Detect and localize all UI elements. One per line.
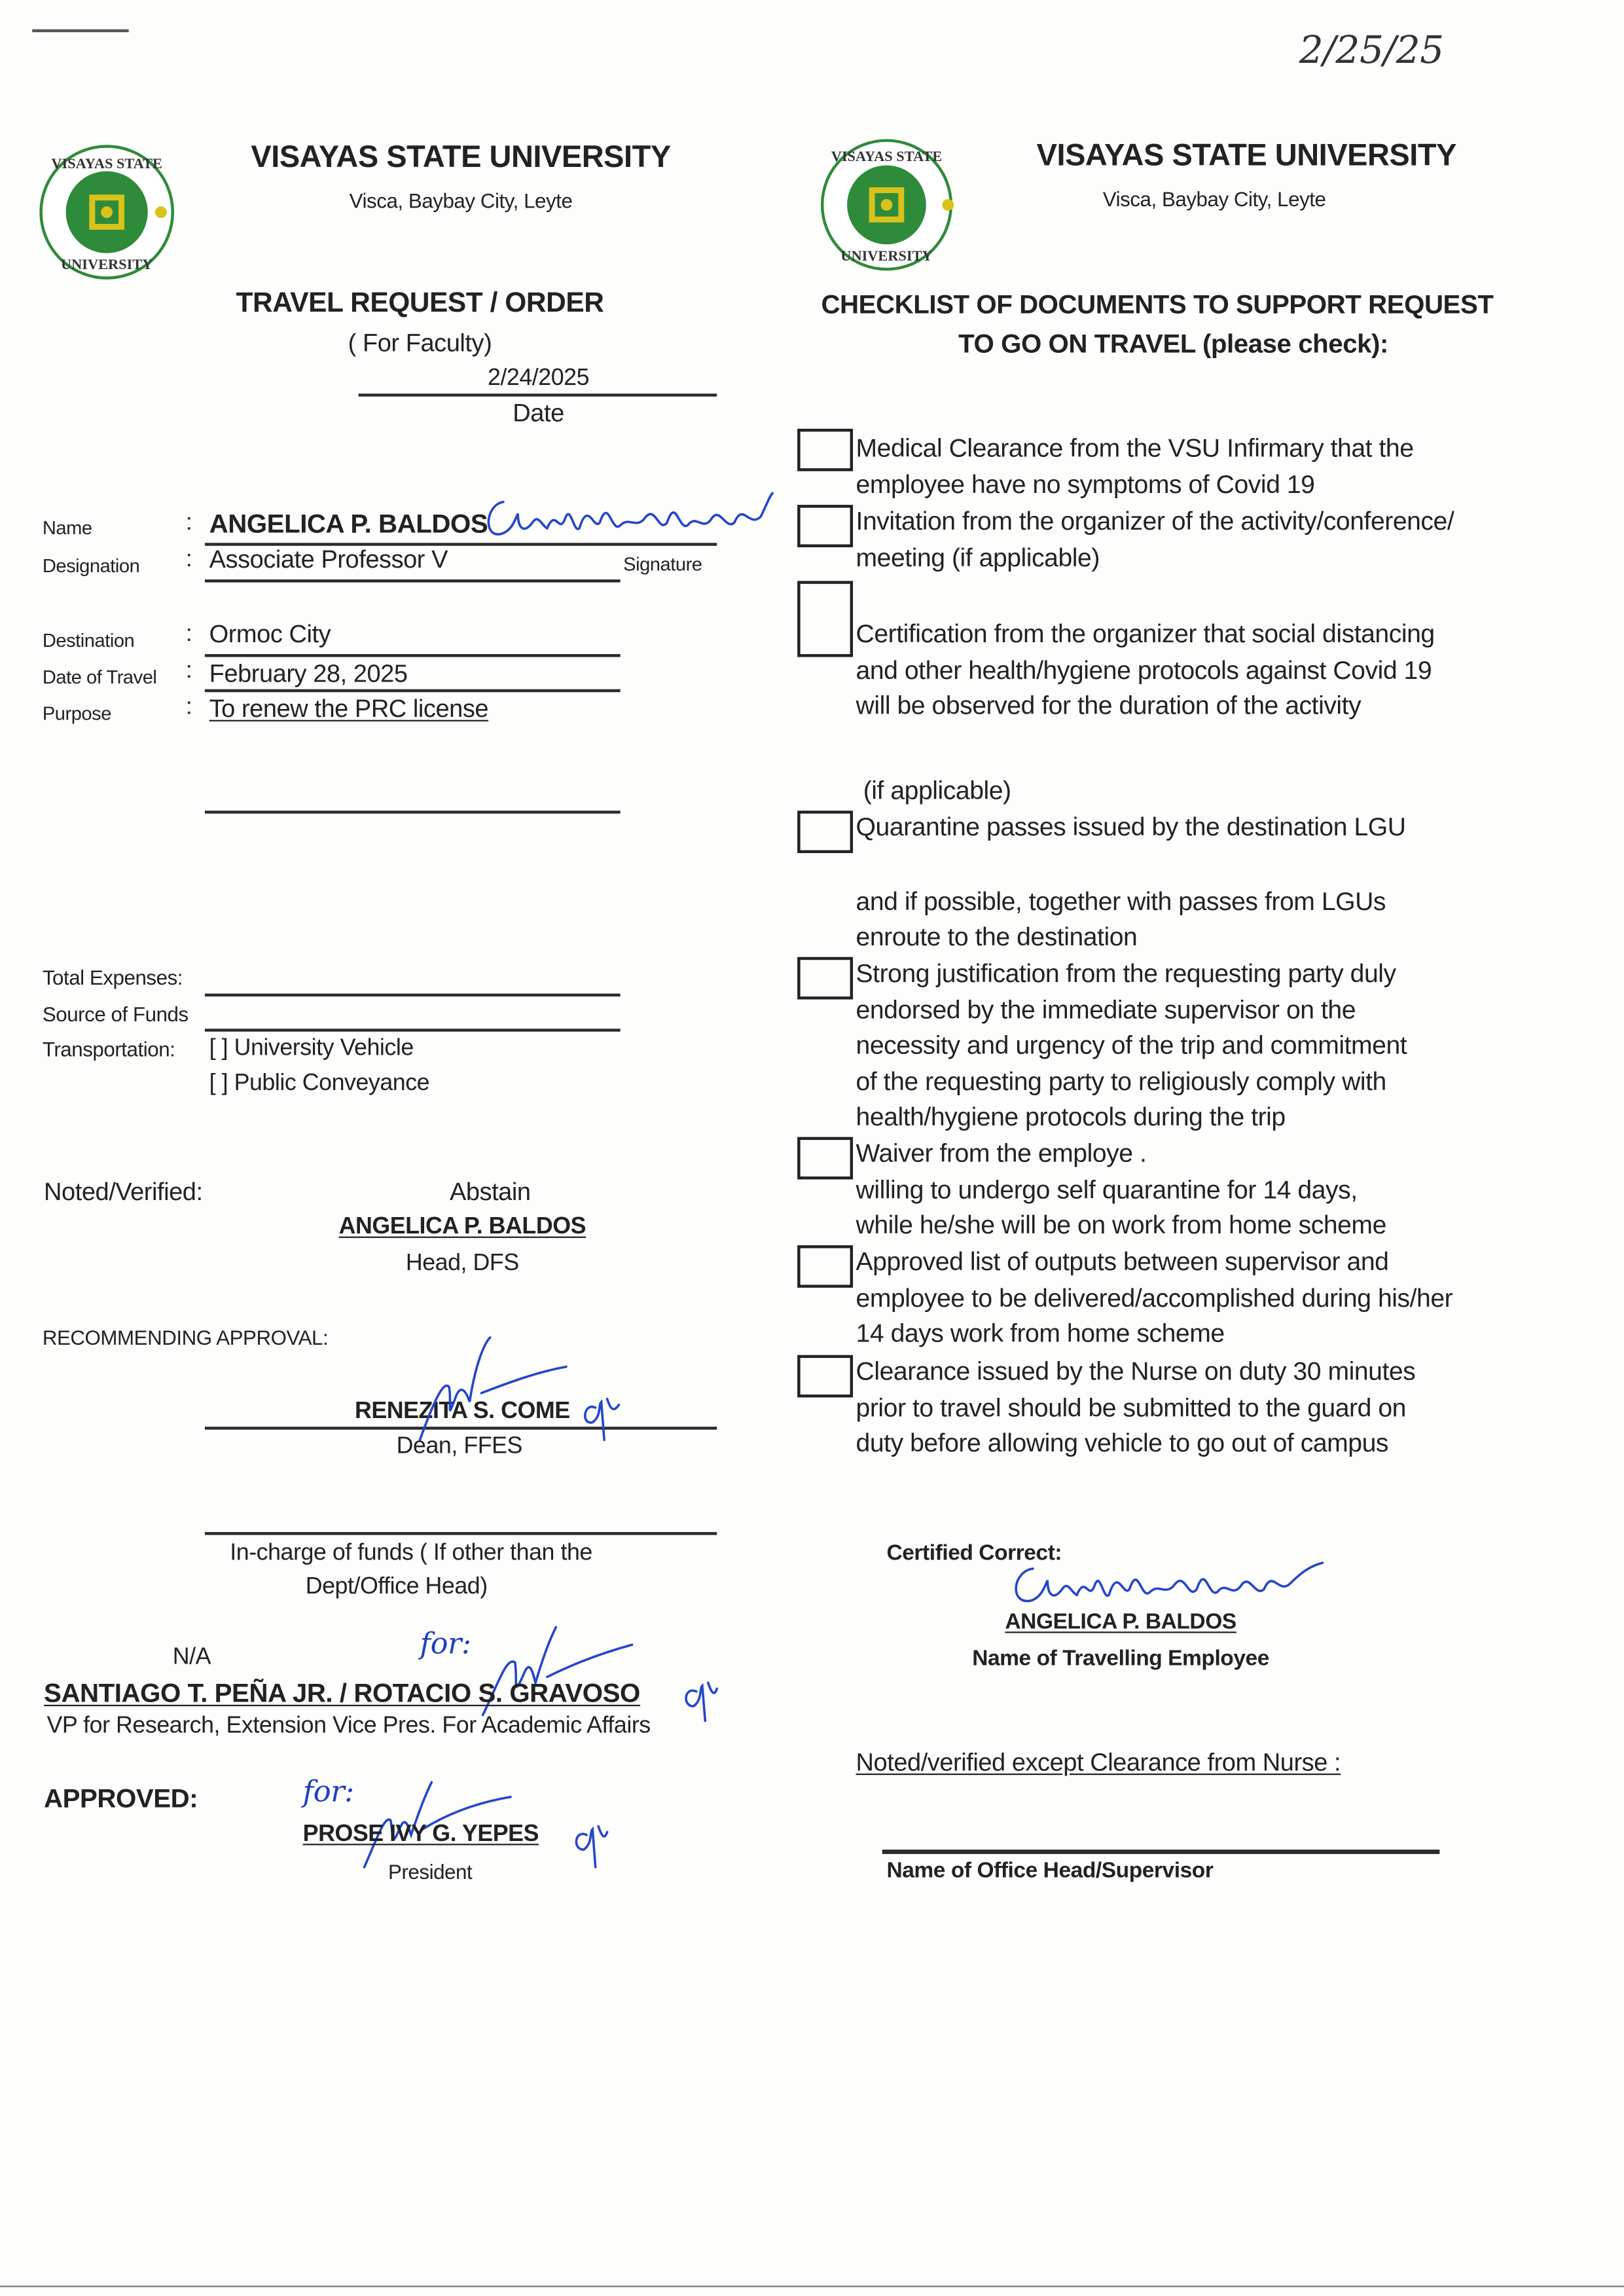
source-of-funds-label: Source of Funds xyxy=(42,1002,189,1026)
checklist-title-1: CHECKLIST OF DOCUMENTS TO SUPPORT REQUEST xyxy=(821,289,1494,319)
checklist-item-text: Medical Clearance from the VSU Infirmary that the xyxy=(856,433,1414,463)
checklist-item-text: Waiver from the employe . xyxy=(856,1138,1147,1168)
svg-text:VISAYAS STATE: VISAYAS STATE xyxy=(51,155,162,172)
designation-value: Associate Professor V xyxy=(209,545,448,574)
in-charge-caption-1: In-charge of funds ( If other than the xyxy=(230,1540,592,1566)
destination-value: Ormoc City xyxy=(209,620,331,649)
checklist-item-text: willing to undergo self quarantine for 14 days, xyxy=(856,1174,1358,1204)
designation-line xyxy=(205,579,621,582)
certified-name: ANGELICA P. BALDOS xyxy=(1005,1609,1236,1635)
checklist-item-text: Strong justification from the requesting party duly xyxy=(856,958,1396,988)
noted-except-label: Noted/verified except Clearance from Nurse : xyxy=(856,1748,1341,1777)
checklist-item-text: of the requesting party to religiously comply with xyxy=(856,1066,1386,1096)
checklist-item-text: endorsed by the immediate supervisor on the xyxy=(856,994,1356,1024)
checklist-item-note: (if applicable) xyxy=(863,775,1011,805)
handwritten-date: 2/25/25 xyxy=(1299,29,1444,73)
svg-text:UNIVERSITY: UNIVERSITY xyxy=(61,256,153,273)
colon: : xyxy=(185,658,192,683)
date-label: Date xyxy=(513,399,564,428)
designation-label: Designation xyxy=(42,555,140,577)
checklist-item-text: Approved list of outputs between supervisor and xyxy=(856,1247,1389,1277)
destination-line xyxy=(205,654,621,657)
checklist-item-text: and other health/hygiene protocols against Covid 19 xyxy=(856,655,1432,685)
checklist-item-text: employee have no symptoms of Covid 19 xyxy=(856,469,1315,499)
office-head-caption: Name of Office Head/Supervisor xyxy=(886,1858,1214,1884)
date-value: 2/24/2025 xyxy=(487,365,590,391)
date-of-travel-label: Date of Travel xyxy=(42,665,157,688)
purpose-extra-line xyxy=(205,811,621,813)
university-name-right: VISAYAS STATE UNIVERSITY xyxy=(1036,139,1456,173)
checklist-item-text: necessity and urgency of the trip and commitment xyxy=(856,1030,1407,1060)
date-of-travel-value: February 28, 2025 xyxy=(209,660,408,688)
recommending-approval-label: RECOMMENDING APPROVAL: xyxy=(42,1326,329,1349)
checklist-item-text: health/hygiene protocols during the trip xyxy=(856,1102,1286,1132)
purpose-value: To renew the PRC license xyxy=(209,695,489,723)
signature-certified xyxy=(1009,1560,1331,1613)
certified-correct-label: Certified Correct: xyxy=(886,1540,1062,1566)
checkbox[interactable] xyxy=(797,429,853,471)
form-title: TRAVEL REQUEST / ORDER xyxy=(236,288,604,319)
checkbox[interactable] xyxy=(797,1355,853,1398)
recommending-name: RENEZITA S. COME xyxy=(354,1398,570,1424)
approved-label: APPROVED: xyxy=(44,1783,198,1813)
checkbox[interactable] xyxy=(797,1137,853,1180)
in-charge-line xyxy=(205,1532,717,1535)
signature-label: Signature xyxy=(623,553,702,575)
form-subtitle: ( For Faculty) xyxy=(348,329,492,357)
approved-for-handwritten: for: xyxy=(302,1773,354,1809)
certified-caption: Name of Travelling Employee xyxy=(972,1646,1269,1671)
name-label: Name xyxy=(42,516,92,539)
vp-research-na: N/A xyxy=(172,1645,211,1670)
checkbox[interactable] xyxy=(797,581,853,657)
checkbox[interactable] xyxy=(797,1245,853,1288)
checklist-item-text: 14 days work from home scheme xyxy=(856,1319,1225,1348)
total-expenses-line xyxy=(205,994,621,996)
checklist-item-text: will be observed for the duration of the activity xyxy=(856,691,1362,721)
signature-applicant xyxy=(483,490,776,549)
date-of-travel-line xyxy=(205,689,621,692)
bottom-edge-line xyxy=(0,2286,1624,2287)
date-line xyxy=(359,393,717,396)
checklist-item-text: enroute to the destination xyxy=(856,920,1138,951)
checklist-title-2: TO GO ON TRAVEL (please check): xyxy=(958,329,1388,359)
option-public-conveyance[interactable]: [ ] Public Conveyance xyxy=(209,1071,430,1097)
checklist-item-text: Clearance issued by the Nurse on duty 30 minutes xyxy=(856,1356,1416,1386)
checklist-item-text: and if possible, together with passes from LGUs xyxy=(856,886,1386,917)
checklist-item-text: prior to travel should be submitted to the guard on xyxy=(856,1392,1406,1422)
svg-text:UNIVERSITY: UNIVERSITY xyxy=(840,247,933,264)
checkbox[interactable] xyxy=(797,957,853,1000)
in-charge-caption-2: Dept/Office Head) xyxy=(305,1574,488,1599)
colon: : xyxy=(185,695,192,720)
checklist-item-text: Quarantine passes issued by the destination LGU xyxy=(856,812,1406,842)
university-address-right: Visca, Baybay City, Leyte xyxy=(1102,187,1326,211)
office-head-line xyxy=(882,1850,1440,1854)
checklist-item-text: duty before allowing vehicle to go out of campus xyxy=(856,1428,1389,1458)
checklist-item-text: Certification from the organizer that social distancing xyxy=(856,619,1435,649)
noted-position: Head, DFS xyxy=(405,1251,519,1277)
total-expenses-label: Total Expenses: xyxy=(42,966,183,989)
source-of-funds-line xyxy=(205,1029,621,1031)
approved-name: PROSE IVY G. YEPES xyxy=(302,1821,539,1847)
university-address-left: Visca, Baybay City, Leyte xyxy=(349,189,573,213)
vp-positions: VP for Research, Extension Vice Pres. For Academic Affairs xyxy=(46,1713,651,1739)
scratch-mark xyxy=(32,29,129,31)
university-seal-logo-left xyxy=(38,143,175,281)
name-value: ANGELICA P. BALDOS xyxy=(209,509,488,539)
checklist-item-text: employee to be delivered/accomplished during his/her xyxy=(856,1283,1453,1312)
signature-dean xyxy=(417,1334,636,1444)
purpose-label: Purpose xyxy=(42,702,111,725)
colon: : xyxy=(185,621,192,647)
checklist-item-text: meeting (if applicable) xyxy=(856,542,1100,572)
noted-note: Abstain xyxy=(449,1178,531,1206)
option-university-vehicle[interactable]: [ ] University Vehicle xyxy=(209,1036,414,1061)
checkbox[interactable] xyxy=(797,505,853,547)
vp-names: SANTIAGO T. PEÑA JR. / ROTACIO S. GRAVOSO xyxy=(44,1678,640,1708)
noted-name: ANGELICA P. BALDOS xyxy=(338,1214,586,1240)
noted-verified-label: Noted/Verified: xyxy=(44,1178,203,1206)
approved-position: President xyxy=(388,1859,473,1884)
checkbox[interactable] xyxy=(797,811,853,853)
transportation-label: Transportation: xyxy=(42,1037,175,1061)
svg-text:VISAYAS STATE: VISAYAS STATE xyxy=(831,147,943,164)
vp-for-handwritten: for: xyxy=(420,1626,471,1661)
colon: : xyxy=(185,547,192,572)
university-seal-logo-right xyxy=(816,137,957,272)
university-name-left: VISAYAS STATE UNIVERSITY xyxy=(251,140,671,174)
recommending-position: Dean, FFES xyxy=(396,1434,522,1459)
colon: : xyxy=(185,511,192,536)
destination-label: Destination xyxy=(42,629,135,651)
checklist-item-text: while he/she will be on work from home scheme xyxy=(856,1210,1386,1240)
checklist-item-text: Invitation from the organizer of the activity/conference/ xyxy=(856,506,1454,536)
